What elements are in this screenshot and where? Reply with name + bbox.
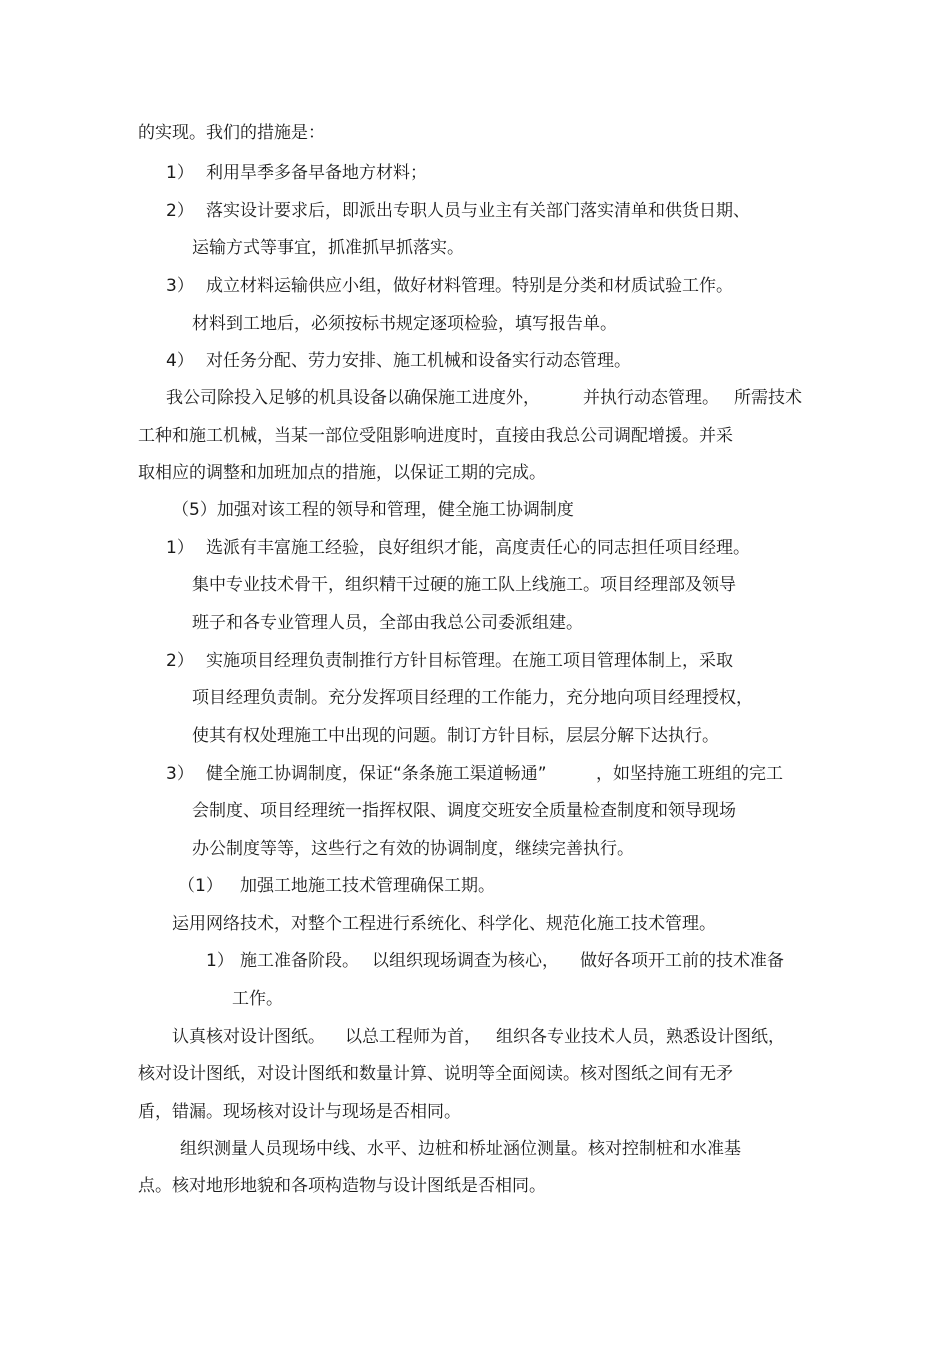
text-line: 运用网络技术，对整个工程进行系统化、科学化、规范化施工技术管理。 xyxy=(172,914,716,934)
list-marker: 1） xyxy=(166,538,194,558)
text-line: 并执行动态管理。 xyxy=(583,388,719,408)
text-line: 核对设计图纸，对设计图纸和数量计算、说明等全面阅读。核对图纸之间有无矛 xyxy=(138,1064,733,1084)
section-heading-number: （1） xyxy=(178,876,223,896)
text-line: 会制度、项目经理统一指挥权限、调度交班安全质量检查制度和领导现场 xyxy=(192,801,736,821)
text-line: 健全施工协调制度，保证“条条施工渠道畅通” xyxy=(206,764,547,784)
text-line: 使其有权处理施工中出现的问题。制订方针目标，层层分解下达执行。 xyxy=(192,726,719,746)
text-line: 认真核对设计图纸。 xyxy=(172,1027,325,1047)
text-line: 利用旱季多备早备地方材料； xyxy=(206,163,427,183)
text-line: 对任务分配、劳力安排、施工机械和设备实行动态管理。 xyxy=(206,351,631,371)
text-line: 盾，错漏。现场核对设计与现场是否相同。 xyxy=(138,1102,461,1122)
text-line: 组织测量人员现场中线、水平、边桩和桥址涵位测量。核对控制桩和水准基 xyxy=(180,1139,741,1159)
text-line: 点。核对地形地貌和各项构造物与设计图纸是否相同。 xyxy=(138,1176,546,1196)
text-line: 办公制度等等，这些行之有效的协调制度，继续完善执行。 xyxy=(192,839,634,859)
text-line: 材料到工地后，必须按标书规定逐项检验，填写报告单。 xyxy=(192,314,617,334)
text-line: 落实设计要求后，即派出专职人员与业主有关部门落实清单和供货日期、 xyxy=(206,201,750,221)
section-heading: （5）加强对该工程的领导和管理，健全施工协调制度 xyxy=(172,500,574,520)
list-marker: 2） xyxy=(166,201,194,221)
list-marker: 2） xyxy=(166,651,194,671)
text-line: 运输方式等事宜，抓准抓早抓落实。 xyxy=(192,238,464,258)
text-line: 组织各专业技术人员，熟悉设计图纸， xyxy=(496,1027,785,1047)
list-marker: 1） xyxy=(206,951,234,971)
text-line: 以总工程师为首， xyxy=(345,1027,481,1047)
text-line: 所需技术 xyxy=(734,388,802,408)
list-marker: 4） xyxy=(166,351,194,371)
text-line: 的实现。我们的措施是： xyxy=(138,123,325,143)
text-line: 以组织现场调查为核心， xyxy=(372,951,559,971)
text-line: 工种和施工机械，当某一部位受阻影响进度时，直接由我总公司调配增援。并采 xyxy=(138,426,733,446)
text-line: 取相应的调整和加班加点的措施，以保证工期的完成。 xyxy=(138,463,546,483)
text-line: 实施项目经理负责制推行方针目标管理。在施工项目管理体制上，采取 xyxy=(206,651,733,671)
section-heading: 加强工地施工技术管理确保工期。 xyxy=(240,876,495,896)
list-marker: 1） xyxy=(166,163,194,183)
text-line: 集中专业技术骨干，组织精干过硬的施工队上线施工。项目经理部及领导 xyxy=(192,575,736,595)
list-marker: 3） xyxy=(166,764,194,784)
text-line: 成立材料运输供应小组，做好材料管理。特别是分类和材质试验工作。 xyxy=(206,276,733,296)
text-line: 我公司除投入足够的机具设备以确保施工进度外， xyxy=(166,388,540,408)
text-line: 做好各项开工前的技术准备 xyxy=(580,951,784,971)
text-line: 班子和各专业管理人员，全部由我总公司委派组建。 xyxy=(192,613,583,633)
text-line: 工作。 xyxy=(232,989,283,1009)
list-marker: 3） xyxy=(166,276,194,296)
text-line: 施工准备阶段。 xyxy=(240,951,359,971)
text-line: 选派有丰富施工经验，良好组织才能，高度责任心的同志担任项目经理。 xyxy=(206,538,750,558)
text-line: ，如坚持施工班组的完工 xyxy=(596,764,783,784)
text-line: 项目经理负责制。充分发挥项目经理的工作能力，充分地向项目经理授权， xyxy=(192,688,753,708)
